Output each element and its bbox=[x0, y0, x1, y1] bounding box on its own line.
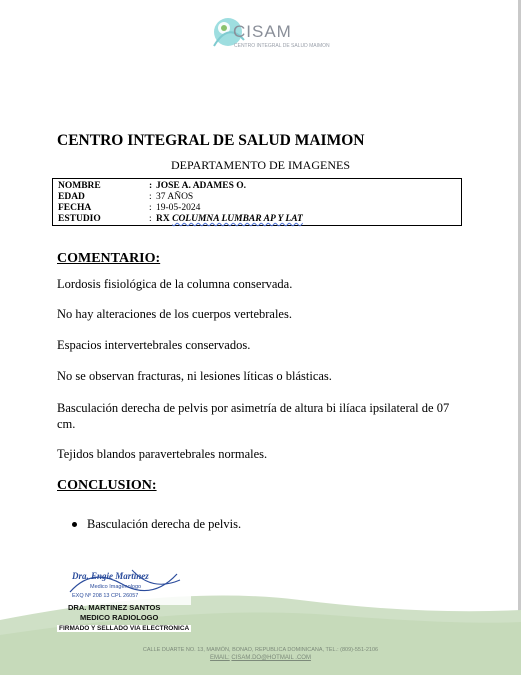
comentario-line-5: Basculación derecha de pelvis por asimetría de altura bi ilíaca ipsilateral de 07 cm. bbox=[57, 401, 450, 431]
conclusion-heading: CONCLUSION: bbox=[57, 478, 157, 493]
estudio-rx: RX bbox=[156, 214, 170, 224]
footer-email-label: EMAIL: bbox=[210, 655, 230, 661]
patient-info-box bbox=[52, 178, 462, 226]
fecha-label: FECHA bbox=[58, 203, 92, 213]
footer-email-line bbox=[0, 655, 521, 661]
nombre-colon: : bbox=[149, 181, 153, 191]
comentario-line-6: Tejidos blandos paravertebrales normales. bbox=[57, 447, 268, 461]
logo-text: CISAM bbox=[233, 22, 292, 41]
estudio-colon: : bbox=[149, 214, 152, 224]
edad-value: 37 AÑOS bbox=[156, 192, 194, 202]
logo-subtitle: CENTRO INTEGRAL DE SALUD MAIMON bbox=[234, 43, 330, 49]
fecha-colon: : bbox=[149, 203, 152, 213]
estudio-value-wrap bbox=[156, 214, 303, 225]
stamp-id: EXQ Nº 208 13 CPL 26057 bbox=[72, 593, 139, 599]
estudio-label: ESTUDIO bbox=[58, 214, 101, 224]
comentario-line-4: No se observan fracturas, ni lesiones líticas o blásticas. bbox=[57, 369, 332, 383]
nombre-value: JOSE A. ADAMES O. bbox=[156, 181, 247, 191]
stamp-title: Medico Imagenologo bbox=[90, 584, 142, 590]
stamp-name: Dra. Engie Martinez bbox=[72, 571, 149, 581]
estudio-value: COLUMNA LUMBAR AP Y LAT bbox=[172, 214, 303, 224]
bullet-dot bbox=[72, 522, 77, 527]
edad-label: EDAD bbox=[58, 192, 85, 202]
signer-title: MEDICO RADIOLOGO bbox=[80, 613, 159, 622]
comentario-line-2: No hay alteraciones de los cuerpos vertebrales. bbox=[57, 307, 292, 321]
fecha-value: 19-05-2024 bbox=[156, 203, 201, 213]
signature-note: FIRMADO Y SELLADO VIA ELECTRONICA bbox=[59, 625, 190, 632]
institution-title: CENTRO INTEGRAL DE SALUD MAIMON bbox=[57, 132, 365, 149]
comentario-line-1: Lordosis fisiológica de la columna conservada. bbox=[57, 277, 293, 291]
edad-colon: : bbox=[149, 192, 152, 202]
signer-name: DRA. MARTINEZ SANTOS bbox=[68, 603, 161, 612]
footer-address: CALLE DUARTE NO. 13, MAIMÓN, BONAO, REPUBLICA DOMINICANA, TEL.: (809)-551-2106 bbox=[142, 647, 379, 653]
nombre-label: NOMBRE bbox=[58, 181, 101, 191]
comentario-heading: COMENTARIO: bbox=[57, 251, 161, 266]
department-title: DEPARTAMENTO DE IMAGENES bbox=[171, 158, 350, 172]
signature-stamp bbox=[62, 562, 192, 606]
footer-email[interactable]: CISAM.DO@HOTMAIL .COM bbox=[231, 655, 311, 661]
conclusion-item-text: Basculación derecha de pelvis. bbox=[87, 517, 242, 531]
comentario-line-3: Espacios intervertebrales conservados. bbox=[57, 338, 251, 352]
conclusion-item bbox=[72, 517, 241, 532]
